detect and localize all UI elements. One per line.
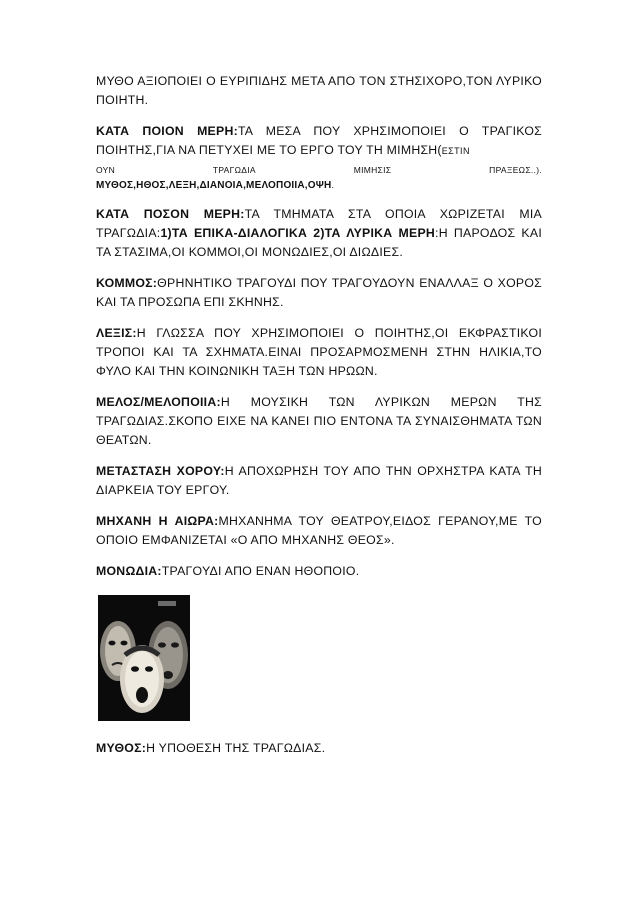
definition-kommos: ΘΡΗΝΗΤΙΚΟ ΤΡΑΓΟΥΔΙ ΠΟΥ ΤΡΑΓΟΥΔΟΥΝ ΕΝΑΛΛΑΞ Ο ΧΟΡΟΣ ΚΑΙ ΤΑ ΠΡΟΣΩΠΑ ΕΠΙ ΣΚΗΝΗΣ. — [96, 276, 542, 309]
paragraph-lexis — [96, 324, 542, 381]
term-monodia: ΜΟΝΩΔΙΑ: — [96, 564, 162, 578]
paragraph-kata-poson-meri — [96, 205, 542, 262]
parts-list-end: . — [331, 180, 335, 190]
quote-row — [96, 163, 542, 177]
definition-kata-poion-meri: ΤΑ ΜΕΣΑ ΠΟΥ ΧΡΗΣΙΜΟΠΟΙΕΙ Ο ΤΡΑΓΙΚΟΣ ΠΟΙΗΤΗΣ,ΓΙΑ ΝΑ ΠΕΤΥΧΕΙ ΜΕ ΤΟ ΕΡΓΟ ΤΟΥ ΤΗ ΜΙΜΗΣΗ( — [96, 124, 542, 157]
parts-list-bold: ΜΥΘΟΣ,ΗΘΟΣ,ΛΕΞΗ,ΔΙΑΝΟΙΑ,ΜΕΛΟΠΟΙΙΑ,ΟΨΗ — [96, 180, 332, 191]
paragraph-kata-poion-meri — [96, 122, 542, 161]
term-kata-poson-meri: ΚΑΤΑ ΠΟΣΟΝ ΜΕΡΗ: — [96, 207, 245, 221]
paragraph-monodia — [96, 562, 542, 581]
definition-lyric-parts: :Η ΠΑΡΟΔΟΣ ΚΑΙ ΤΑ ΣΤΑΣΙΜΑ,ΟΙ ΚΟΜΜΟΙ,ΟΙ ΜΟΝΩΔΙΕΣ,ΟΙ ΔΙΩΔΙΕΣ. — [96, 226, 542, 259]
quote-word-1: ΟΥΝ — [96, 165, 116, 175]
quote-word-4: ΠΡΑΞΕΩΣ..). — [489, 165, 542, 175]
definition-lexis: Η ΓΛΩΣΣΑ ΠΟΥ ΧΡΗΣΙΜΟΠΟΙΕΙ Ο ΠΟΙΗΤΗΣ,ΟΙ ΕΚΦΡΑΣΤΙΚΟΙ ΤΡΟΠΟΙ ΚΑΙ ΤΑ ΣΧΗΜΑΤΑ.ΕΙΝΑΙ ΠΡΟΣΑΡΜΟΣΜΕΝΗ ΣΤΗΝ ΗΛΙΚΙΑ,ΤΟ ΦΥΛΟ ΚΑΙ ΤΗΝ ΚΟΙΝΩΝΙΚΗ ΤΑΞΗ ΤΩΝ ΗΡΩΩΝ. — [96, 326, 542, 378]
term-lexis: ΛΕΞΙΣ: — [96, 326, 137, 340]
definition-metastasi-chorou: Η ΑΠΟΧΩΡΗΣΗ ΤΟΥ ΑΠΟ ΤΗΝ ΟΡΧΗΣΤΡΑ ΚΑΤΑ ΤΗ ΔΙΑΡΚΕΙΑ ΤΟΥ ΕΡΓΟΥ. — [96, 464, 542, 497]
document-page — [96, 72, 542, 770]
quote-word-3: ΜΙΜΗΣΙΣ — [353, 165, 392, 175]
paragraph-melos — [96, 393, 542, 450]
definition-melos: Η ΜΟΥΣΙΚΗ ΤΩΝ ΛΥΡΙΚΩΝ ΜΕΡΩΝ ΤΗΣ ΤΡΑΓΩΔΙΑΣ.ΣΚΟΠΟ ΕΙΧΕ ΝΑ ΚΑΝΕΙ ΠΙΟ ΕΝΤΟΝΑ ΤΑ ΣΥΝΑΙΣΘΗΜΑΤΑ ΤΩΝ ΘΕΑΤΩΝ. — [96, 395, 542, 447]
term-michani: ΜΗΧΑΝΗ Η ΑΙΩΡΑ: — [96, 514, 219, 528]
paragraph-metastasi-chorou — [96, 462, 542, 500]
quote-start: ΕΣΤΙΝ — [441, 146, 470, 156]
definition-monodia: ΤΡΑΓΟΥΔΙ ΑΠΟ ΕΝΑΝ ΗΘΟΠΟΙΟ. — [161, 564, 360, 578]
definition-kata-poson-meri: ΤΑ ΤΜΗΜΑΤΑ ΣΤΑ ΟΠΟΙΑ ΧΩΡΙΖΕΤΑΙ ΜΙΑ ΤΡΑΓΩΔΙΑ: — [96, 207, 542, 240]
paragraph-mythos — [96, 739, 542, 758]
intro-text: ΜΥΘΟ ΑΞΙΟΠΟΙΕΙ Ο ΕΥΡΙΠΙΔΗΣ ΜΕΤΑ ΑΠΟ ΤΟΝ ΣΤΗΣΙΧΟΡΟ,ΤΟΝ ΛΥΡΙΚΟ ΠΟΙΗΤΗ. — [96, 74, 542, 107]
paragraph-michani — [96, 512, 542, 550]
term-metastasi-chorou: ΜΕΤΑΣΤΑΣΗ ΧΟΡΟΥ: — [96, 464, 225, 478]
paragraph-intro — [96, 72, 542, 110]
quote-word-2: ΤΡΑΓΩΔΙΑ — [212, 165, 256, 175]
term-mythos: ΜΥΘΟΣ: — [96, 741, 147, 755]
term-melos: ΜΕΛΟΣ/ΜΕΛΟΠΟΙΙΑ: — [96, 395, 221, 409]
definition-bold-parts: 1)ΤΑ ΕΠΙΚΑ-ΔΙΑΛΟΓΙΚΑ 2)ΤΑ ΛΥΡΙΚΑ ΜΕΡΗ — [160, 226, 436, 240]
paragraph-kommos — [96, 274, 542, 312]
term-kommos: ΚΟΜΜΟΣ: — [96, 276, 158, 290]
theatre-masks-image — [98, 595, 190, 721]
definition-michani: ΜΗΧΑΝΗΜΑ ΤΟΥ ΘΕΑΤΡΟΥ,ΕΙΔΟΣ ΓΕΡΑΝΟΥ,ΜΕ ΤΟ ΟΠΟΙΟ ΕΜΦΑΝΙΖΕΤΑΙ «Ο ΑΠΟ ΜΗΧΑΝΗΣ ΘΕΟΣ». — [96, 514, 542, 547]
theatre-masks-illustration — [98, 595, 190, 721]
term-kata-poion-meri: ΚΑΤΑ ΠΟΙΟΝ ΜΕΡΗ: — [96, 124, 238, 138]
parts-list — [96, 177, 542, 193]
definition-mythos: Η ΥΠΟΘΕΣΗ ΤΗΣ ΤΡΑΓΩΔΙΑΣ. — [146, 741, 326, 755]
